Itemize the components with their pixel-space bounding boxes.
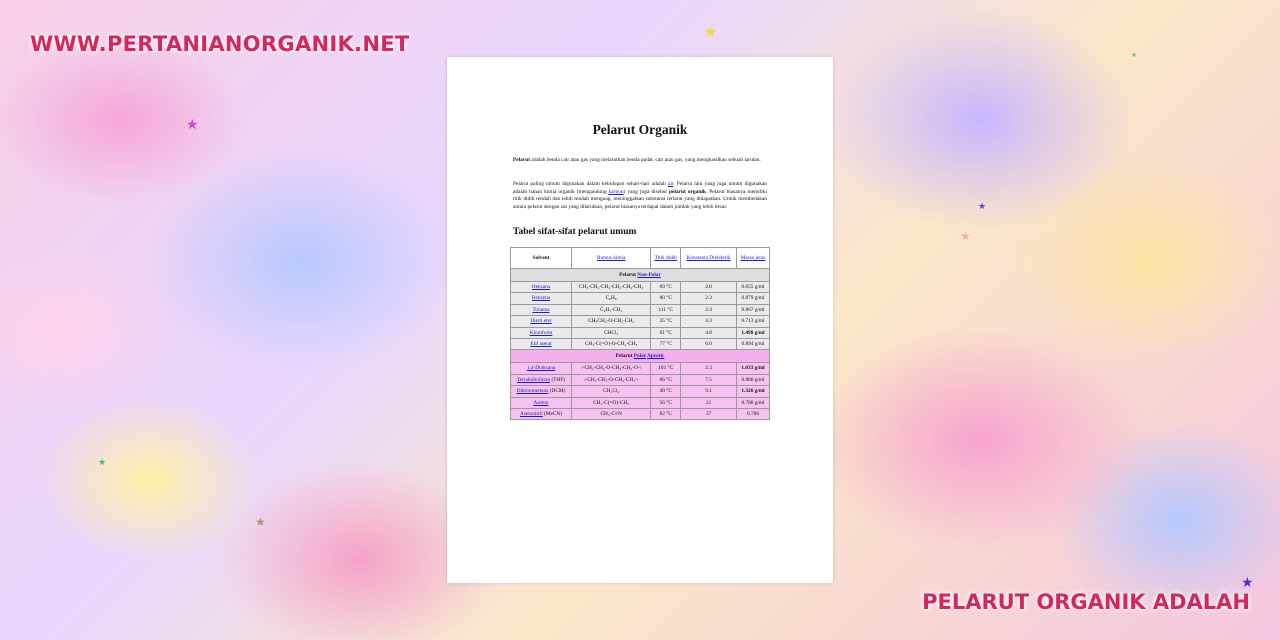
formula-cell: CH₂Cl₂: [572, 386, 651, 397]
section-polar-aprotic: Pelarut Polar Aprotic: [511, 350, 770, 363]
header-boiling-point[interactable]: Titik didih: [651, 248, 681, 269]
density-cell: 0.786: [737, 409, 770, 420]
solvent-name-cell[interactable]: Benzena: [511, 293, 572, 304]
density-cell: 0.713 g/ml: [737, 316, 770, 327]
formula-cell: /-CH₂-CH₂-O-CH₂-CH₂-O-\: [572, 363, 651, 374]
table-row: [511, 374, 770, 385]
density-cell: 0.886 g/ml: [737, 374, 770, 385]
formula-cell: CH₃-CH₂-CH₂-CH₂-CH₂-CH₃: [572, 282, 651, 293]
table-row: [511, 316, 770, 327]
solvent-properties-table: [510, 247, 770, 420]
density-cell: 0.655 g/ml: [737, 282, 770, 293]
table-header-row: [511, 248, 770, 269]
link-aprotic[interactable]: Aprotic: [647, 353, 665, 360]
site-url-watermark: WWW.PERTANIANORGANIK.NET: [30, 32, 410, 56]
boiling-point-cell: 77 °C: [651, 339, 681, 350]
star-icon: ★: [960, 229, 971, 243]
table-row: [511, 363, 770, 374]
header-formula[interactable]: Rumus kimia: [572, 248, 651, 269]
link-karbon[interactable]: karbon: [608, 188, 624, 195]
table-row: [511, 339, 770, 350]
solvent-name-cell[interactable]: Asetonitril (MeCN): [511, 409, 572, 420]
boiling-point-cell: 101 °C: [651, 363, 681, 374]
header-solvent: Solvent: [511, 248, 572, 269]
table-row: [511, 386, 770, 397]
formula-cell: /-CH₂-CH₂-O-CH₂-CH₂-\: [572, 374, 651, 385]
formula-cell: C₆H₆: [572, 293, 651, 304]
solvent-name-cell[interactable]: Etil asetat: [511, 339, 572, 350]
formula-cell: CHCl₃: [572, 327, 651, 338]
table-heading: Tabel sifat-sifat pelarut umum: [513, 227, 637, 237]
density-cell: 1.326 g/ml: [737, 386, 770, 397]
table-row: [511, 409, 770, 420]
formula-cell: CH₃-C≡N: [572, 409, 651, 420]
document-title: Pelarut Organik: [592, 122, 688, 137]
boiling-point-cell: 61 °C: [651, 327, 681, 338]
table-row: [511, 327, 770, 338]
table-row: [511, 282, 770, 293]
boiling-point-cell: 40 °C: [651, 386, 681, 397]
dielectric-cell: 2.3: [681, 293, 737, 304]
dielectric-cell: 9.1: [681, 386, 737, 397]
boiling-point-cell: 56 °C: [651, 397, 681, 408]
section-nonpolar: Pelarut Non-Polar: [511, 269, 770, 282]
boiling-point-cell: 82 °C: [651, 409, 681, 420]
solvent-name-cell[interactable]: Tetrahidrofuran (THF): [511, 374, 572, 385]
dielectric-cell: 21: [681, 397, 737, 408]
boiling-point-cell: 66 °C: [651, 374, 681, 385]
boiling-point-cell: 80 °C: [651, 293, 681, 304]
density-cell: 1.033 g/ml: [737, 363, 770, 374]
star-icon: ★: [98, 457, 107, 467]
table-row: [511, 397, 770, 408]
boiling-point-cell: 111 °C: [651, 304, 681, 315]
table-row: [511, 304, 770, 315]
dielectric-cell: 2.4: [681, 304, 737, 315]
solvent-name-cell[interactable]: Diklorometana (DCM): [511, 386, 572, 397]
density-cell: 0.786 g/ml: [737, 397, 770, 408]
page-caption-title: PELARUT ORGANIK ADALAH: [922, 590, 1250, 614]
link-air[interactable]: air: [667, 181, 674, 187]
boiling-point-cell: 35 °C: [651, 316, 681, 327]
document-page: [447, 57, 833, 583]
dielectric-cell: 6.0: [681, 339, 737, 350]
solvent-name-cell[interactable]: Toluena: [511, 304, 572, 315]
star-icon: ★: [255, 515, 266, 529]
dielectric-cell: 2.3: [681, 363, 737, 374]
formula-cell: CH₃-C(=O)-O-CH₂-CH₃: [572, 339, 651, 350]
dielectric-cell: 37: [681, 409, 737, 420]
star-icon: ★: [186, 116, 199, 132]
solvent-name-cell[interactable]: Kloroform: [511, 327, 572, 338]
link-non-polar[interactable]: Non-Polar: [637, 271, 661, 278]
table-row: [511, 293, 770, 304]
density-cell: 0.894 g/ml: [737, 339, 770, 350]
density-cell: 0.867 g/ml: [737, 304, 770, 315]
star-icon: ★: [978, 201, 987, 211]
header-dielectric[interactable]: Konstanta Dielektrik: [681, 248, 737, 269]
density-cell: 0.879 g/ml: [737, 293, 770, 304]
dielectric-cell: 4.8: [681, 327, 737, 338]
formula-cell: CH₃-C(=O)-CH₃: [572, 397, 651, 408]
solvent-name-cell[interactable]: Aseton: [511, 397, 572, 408]
solvent-description-paragraph: Pelarut paling umum digunakan dalam kehidupan sehari-hari adalah air. Pelarut lain yang juga umum digunakan adalah bahan kimia organik (mengandung karbon) yang juga disebut pelarut organik. Pelarut biasanya memiliki titik didih rendah dan lebih mudah menguap, meninggalkan substansi terlarut yang didapatkan. Untuk membedakan antara pelarut dengan zat yang dilarutkan, pelarut biasanya terdapat dalam jumlah yang lebih besar.: [513, 181, 767, 210]
solvent-name-cell[interactable]: Heksana: [511, 282, 572, 293]
header-density[interactable]: Massa jenis: [737, 248, 770, 269]
dielectric-cell: 4.3: [681, 316, 737, 327]
formula-cell: C₆H₅-CH₃: [572, 304, 651, 315]
solvent-name-cell[interactable]: Dietil eter: [511, 316, 572, 327]
density-cell: 1.498 g/ml: [737, 327, 770, 338]
star-icon: ★: [703, 24, 718, 41]
dielectric-cell: 2.0: [681, 282, 737, 293]
boiling-point-cell: 69 °C: [651, 282, 681, 293]
solvent-name-cell[interactable]: 1,4-Dioksana: [511, 363, 572, 374]
intro-paragraph: Pelarut adalah benda cair atau gas yang melarutkan benda padat, cair atau gas, yang menghasilkan sebuah larutan.: [513, 157, 761, 163]
star-icon: ★: [1241, 574, 1254, 590]
dielectric-cell: 7.5: [681, 374, 737, 385]
formula-cell: CH₃CH₂-O-CH₂-CH₃: [572, 316, 651, 327]
star-icon: ★: [1131, 52, 1138, 59]
link-polar[interactable]: Polar: [633, 353, 647, 360]
